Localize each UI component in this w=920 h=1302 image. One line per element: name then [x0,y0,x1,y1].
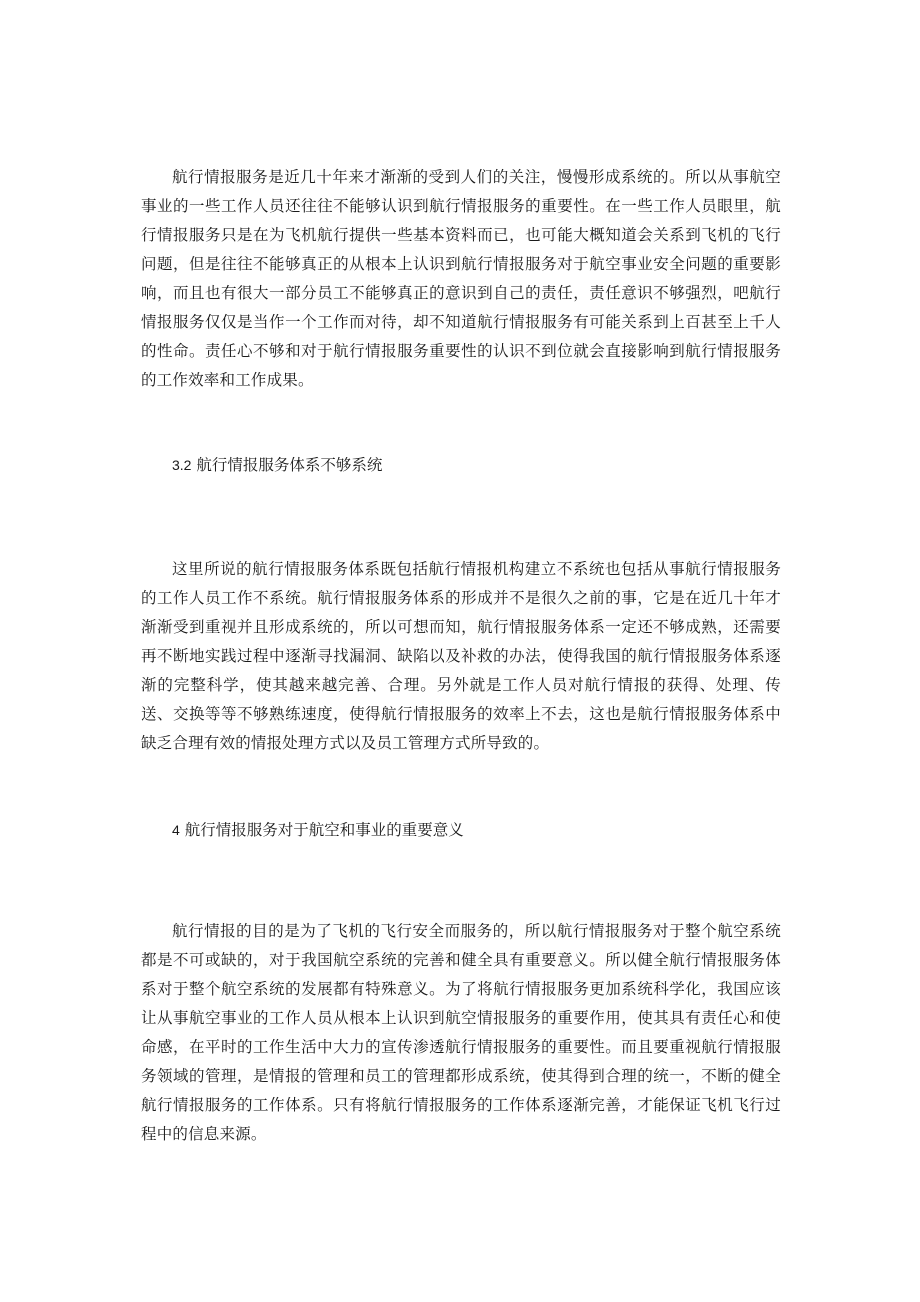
section-number: 3.2 [172,457,192,473]
section-title: 航行情报服务体系不够系统 [196,456,383,474]
section-title: 航行情报服务对于航空和事业的重要意义 [184,821,464,839]
body-paragraph-3: 航行情报的目的是为了飞机的飞行安全而服务的，所以航行情报服务对于整个航空系统都是不可或缺的，对于我国航空系统的完善和健全具有重要意义。所以健全航行情报服务体系对于整个航空系统的发展都有特殊意义。为了将航行情报服务更加系统科学化，我国应该让从事航空事业的工作人员从根本上认识到航空情报服务的重要作用，使其具有责任心和使命感，在平时的工作生活中大力的宣传渗透航行情报服务的重要性。而且要重视航行情报服务领域的管理，是情报的管理和员工的管理都形成系统，使其得到合理的统一，不断的健全航行情报服务的工作体系。只有将航行情报服务的工作体系逐渐完善，才能保证飞机飞行过程中的信息来源。 [141,922,781,1143]
body-paragraph-2: 这里所说的航行情报服务体系既包括航行情报机构建立不系统也包括从事航行情报服务的工作人员工作不系统。航行情报服务体系的形成并不是很久之前的事，它是在近几十年才渐渐受到重视并且形成系统的，所以可想而知，航行情报服务体系一定还不够成熟，还需要再不断地实践过程中逐渐寻找漏洞、缺陷以及补救的办法，使得我国的航行情报服务体系逐渐的完整科学，使其越来越完善、合理。另外就是工作人员对航行情报的获得、处理、传送、交换等等不够熟练速度，使得航行情报服务的效率上不去，这也是航行情报服务体系中缺乏合理有效的情报处理方式以及员工管理方式所导致的。 [141,560,781,752]
section-heading-3-2 [172,453,382,477]
section-number: 4 [172,822,180,838]
section-heading-4 [172,818,464,842]
body-paragraph-1: 航行情报服务是近几十年来才渐渐的受到人们的关注，慢慢形成系统的。所以从事航空事业的一些工作人员还往往不能够认识到航行情报服务的重要性。在一些工作人员眼里，航行情报服务只是在为飞机航行提供一些基本资料而已，也可能大概知道会关系到飞机的飞行问题，但是往往不能够真正的从根本上认识到航行情报服务对于航空事业安全问题的重要影响，而且也有很大一部分员工不能够真正的意识到自己的责任，责任意识不够强烈，吧航行情报服务仅仅是当作一个工作而对待，却不知道航行情报服务有可能关系到上百甚至上千人的性命。责任心不够和对于航行情报服务重要性的认识不到位就会直接影响到航行情报服务的工作效率和工作成果。 [141,168,781,389]
